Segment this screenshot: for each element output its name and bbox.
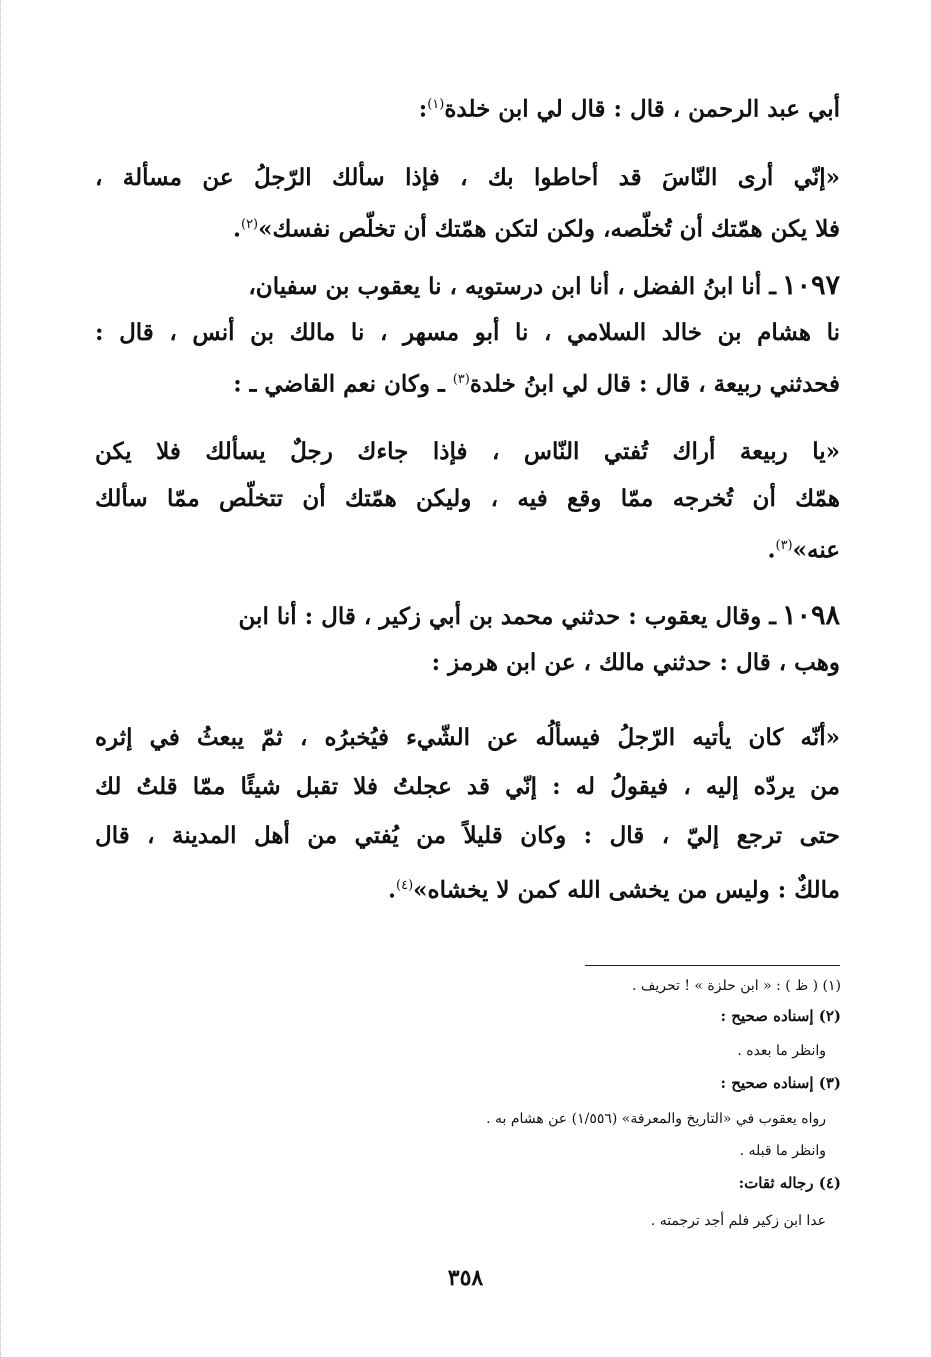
body-line: فلا يكن همّتك أن تُخلّصه، ولكن لتكن همّتك أن تخلّص نفسك»$^{(٢)}$. bbox=[232, 215, 840, 243]
footnote-4-text: عدا ابن زكير فلم أجد ترجمته . bbox=[650, 1213, 826, 1229]
body-line: «أنّه كان يأتيه الرّجلُ فيسألُه عن الشّيء فيُخبرُه ، ثمّ يبعثُ في إثره bbox=[95, 724, 840, 751]
body-line: «إنّي أرى النّاسَ قد أحاطوا بك ، فإذا سألك الرّجلُ عن مسألة ، bbox=[95, 164, 840, 191]
footnote-3-text: رواه يعقوب في «التاريخ والمعرفة» (١/٥٥٦) عن هشام به . bbox=[486, 1111, 826, 1127]
body-line: همّك أن تُخرجه ممّا وقع فيه ، وليكن همّتك أن تتخلّص ممّا سألك bbox=[95, 485, 840, 512]
footnote-separator bbox=[585, 965, 840, 966]
body-line: من يردّه إليه ، فيقولُ له : إنّي قد عجلتُ فلا تقبل شيئًا ممّا قلتُ لك bbox=[95, 773, 840, 800]
hadith-1098-line: ١٠٩٨ـ وقال يعقوب : حدثني محمد بن أبي زكير ، قال : أنا ابن bbox=[238, 600, 840, 631]
body-line: «يا ربيعة أراك تُفتي النّاس ، فإذا جاءك رجلٌ يسألك فلا يكن bbox=[95, 438, 840, 465]
footnote-2-text: وانظر ما بعده . bbox=[737, 1043, 826, 1059]
body-line: وهب ، قال : حدثني مالك ، عن ابن هرمز : bbox=[431, 649, 840, 676]
footnote-ref: (٤) bbox=[396, 878, 414, 893]
footnote-3-heading: (٣) إسناده صحيح : bbox=[720, 1074, 841, 1092]
footnote-ref: (١) bbox=[427, 97, 445, 112]
footnote-3-text: وانظر ما قبله . bbox=[739, 1143, 826, 1159]
body-line: عنه»$^{(٣)}$. bbox=[767, 536, 840, 564]
scan-edge bbox=[0, 0, 7, 1357]
body-line: أبي عبد الرحمن ، قال : قال لي ابن خلدة$^{(١)}$: bbox=[418, 95, 840, 123]
footnote-1: (١) ( ظ ) : « ابن حلزة » ! تحريف . bbox=[631, 978, 841, 994]
body-line: فحدثني ربيعة ، قال : قال لي ابنُ خلدة$^{(٣)}$ ـ وكان نعم القاضي ـ : bbox=[233, 370, 840, 398]
footnote-ref: (٣) bbox=[775, 538, 793, 553]
body-line: مالكٌ : وليس من يخشى الله كمن لا يخشاه»$^{(٤)}$. bbox=[388, 876, 840, 904]
footnote-ref: (٣) bbox=[452, 372, 470, 387]
hadith-number: ١٠٩٧ bbox=[781, 270, 840, 301]
footnote-4-heading: (٤) رجاله ثقات: bbox=[738, 1174, 841, 1192]
hadith-number: ١٠٩٨ bbox=[781, 600, 840, 631]
footnote-ref: (٢) bbox=[240, 217, 259, 232]
body-line: حتى ترجع إليّ ، قال : وكان قليلاً من يُفتي من أهل المدينة ، قال bbox=[95, 822, 840, 849]
body-line: نا هشام بن خالد السلامي ، نا أبو مسهر ، نا مالك بن أنس ، قال : bbox=[95, 319, 840, 346]
footnote-2-heading: (٢) إسناده صحيح : bbox=[720, 1007, 841, 1025]
hadith-1097-line: ١٠٩٧ـ أنا ابنُ الفضل ، أنا ابن درستويه ، نا يعقوب بن سفيان، bbox=[248, 270, 840, 301]
page-number: ٣٥٨ bbox=[447, 1265, 484, 1291]
